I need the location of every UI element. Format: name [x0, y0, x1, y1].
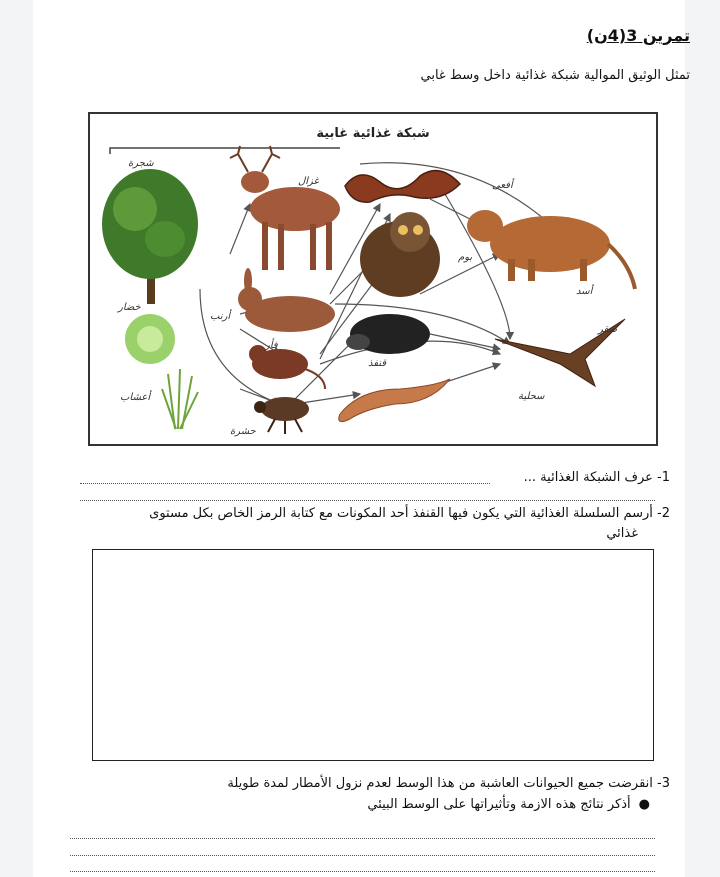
label-owl: بوم	[458, 252, 473, 263]
question-3: 3- انقرضت جميع الحيوانات العاشبة من هذا الوسط لعدم نزول الأمطار لمدة طويلة	[227, 776, 670, 791]
tree-icon	[102, 169, 198, 304]
label-mouse: فأر	[265, 340, 278, 351]
label-tree: شجرة	[128, 158, 154, 169]
lettuce-icon	[125, 314, 175, 364]
q3-answer-line-3[interactable]	[70, 871, 655, 872]
food-web-figure	[88, 112, 658, 446]
exercise-intro: تمثل الوثيق الموالية شبكة غذائية داخل وسط غابي	[420, 68, 690, 83]
arrow-lizard-hawk	[440, 364, 500, 384]
question-3-bullet	[367, 797, 650, 812]
insect-icon	[254, 397, 309, 434]
question-1: 1- عرف الشبكة الغذائية ...	[523, 470, 670, 485]
owl-icon	[360, 212, 440, 297]
q3-answer-line-2[interactable]	[70, 855, 655, 856]
hedgehog-icon	[346, 314, 430, 354]
label-rabbit: أرنب	[210, 311, 231, 322]
label-lion: أسد	[576, 286, 593, 297]
lion-icon	[467, 210, 635, 289]
food-chain-answer-box[interactable]	[92, 549, 654, 761]
label-grass: أعشاب	[120, 392, 151, 403]
label-lizard: سحلية	[518, 391, 545, 402]
exercise-title: تمرين 3(4ن)	[586, 26, 690, 45]
q3-answer-line-1[interactable]	[70, 838, 655, 839]
rabbit-icon	[238, 268, 335, 332]
label-lettuce: خضار	[118, 302, 141, 313]
food-web-drawing	[90, 114, 656, 444]
question-2-line-1: 2- أرسم السلسلة الغذائية التي يكون فيها القنفذ أحد المكونات مع كتابة الرمز الخاص بكل مستوى	[149, 506, 670, 521]
snake-icon	[345, 171, 460, 203]
q1-answer-line[interactable]	[80, 483, 490, 484]
grass-icon	[162, 369, 198, 429]
label-deer: غزال	[298, 176, 319, 187]
label-hedgehog: قنفذ	[368, 358, 387, 369]
mouse-icon	[249, 345, 325, 389]
label-hawk: صقر	[598, 324, 618, 335]
question-2-line-2: غذائي	[606, 526, 638, 541]
label-insect: حشرة	[230, 426, 256, 437]
lizard-icon	[339, 379, 450, 422]
figure-title: شبكة غذائية غابية	[316, 126, 430, 141]
question-3-bullet-text: أذكر نتائج هذه الازمة وتأثيراتها على الوسط البيئي	[367, 797, 631, 812]
q1-answer-line-2[interactable]	[80, 500, 655, 501]
label-snake: أفعى	[492, 180, 513, 191]
deer-icon	[230, 146, 340, 270]
top-bracket-line	[110, 148, 340, 154]
bullet-point: ●	[638, 797, 650, 812]
arrow-tree-deer	[230, 204, 250, 254]
